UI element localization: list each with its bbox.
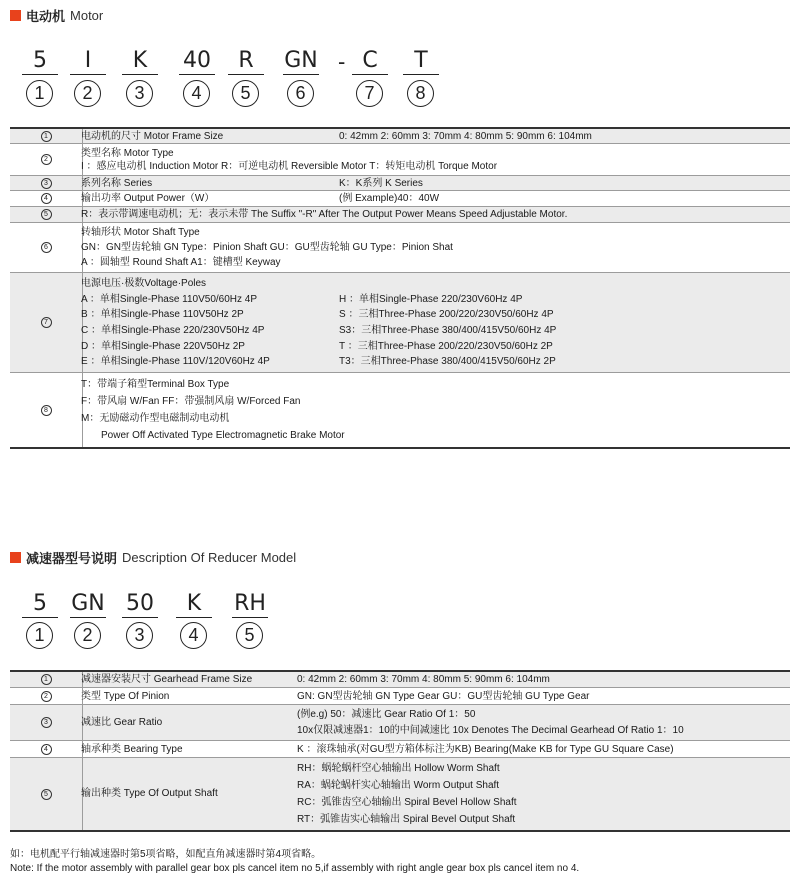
reducer-section-title: [10, 548, 296, 566]
table-row: [10, 273, 790, 373]
cell-text: T：带端子箱型Terminal Box Type: [81, 378, 230, 390]
row-number: 4: [41, 193, 52, 204]
cell-text: RC：弧锥齿空心轴输出 Spiral Bevel Hollow Shaft: [297, 796, 517, 808]
reducer-title-cn: 减速器型号说明: [26, 550, 118, 566]
row-number-cell: [10, 129, 83, 143]
position-marker: 5: [232, 80, 259, 107]
cell-text: 0: 42mm 2: 60mm 3: 70mm 4: 80mm 5: 90mm 6: 104mm: [339, 130, 592, 142]
row-number-cell: [10, 741, 83, 757]
code-segment: [350, 49, 390, 75]
code-dash: -: [338, 49, 346, 74]
cell-text: (例 Example)40：40W: [339, 193, 440, 204]
row-number: 3: [41, 717, 52, 728]
cell-text: 类型名称 Motor Type: [81, 147, 174, 159]
reducer-spec-table: [10, 670, 790, 832]
cell-text: T ：三相Three-Phase 200/220/230V50/60Hz 2P: [339, 340, 553, 352]
row-number-cell: [10, 223, 83, 272]
code-segment-text: R: [238, 48, 254, 73]
position-marker: 7: [356, 80, 383, 107]
table-row: [10, 758, 790, 830]
code-underline: [176, 617, 212, 618]
row-number: 8: [41, 405, 52, 416]
cell-text: 减速器安装尺寸 Gearhead Frame Size: [81, 674, 253, 685]
code-underline: [283, 74, 319, 75]
cell-text: 类型 Type Of Pinion: [81, 690, 170, 702]
cell-text: 输出种类 Type Of Output Shaft: [81, 788, 218, 799]
cell-text: 输出功率 Output Power（W）: [81, 193, 215, 204]
code-underline: [22, 617, 58, 618]
code-underline: [22, 74, 58, 75]
code-segment-text: GN: [71, 591, 105, 616]
cell-text: (例e.g) 50：减速比 Gear Ratio Of 1：50: [297, 709, 476, 720]
cell-text: D ：单相Single-Phase 220V50Hz 2P: [81, 340, 245, 352]
row-number: 1: [41, 674, 52, 685]
code-underline: [122, 74, 158, 75]
code-underline: [70, 74, 106, 75]
motor-section-title: [10, 6, 103, 24]
cell-text: S3：三相Three-Phase 380/400/415V50/60Hz 4P: [339, 324, 557, 336]
row-number-cell: [10, 176, 83, 190]
cell-text: RA：蜗轮蜗杆实心轴输出 Worm Output Shaft: [297, 779, 500, 791]
row-number: 3: [41, 178, 52, 189]
cell-text: 轴承种类 Bearing Type: [81, 743, 183, 755]
code-segment-text: C: [362, 48, 378, 73]
code-segment-text: 40: [183, 48, 211, 73]
code-segment-text: 5: [33, 591, 47, 616]
cell-text: RH：蜗轮蜗杆空心轴输出 Hollow Worm Shaft: [297, 762, 500, 774]
row-number: 1: [41, 131, 52, 142]
row-number-cell: [10, 273, 83, 372]
position-marker: 3: [126, 80, 153, 107]
table-row: [10, 176, 790, 191]
note-cn: 如：电机配平行轴减速器时第5项省略，如配直角减速器时第4项省略。: [10, 849, 322, 860]
code-segment: [120, 592, 160, 618]
code-segment-text: T: [414, 48, 428, 73]
position-marker: 1: [26, 80, 53, 107]
code-segment: [68, 592, 108, 618]
row-number: 2: [41, 154, 52, 165]
cell-text: 0: 42mm 2: 60mm 3: 70mm 4: 80mm 5: 90mm 6: 104mm: [297, 674, 550, 685]
position-marker: 1: [26, 622, 53, 649]
table-row: [10, 207, 790, 223]
row-number: 7: [41, 317, 52, 328]
code-segment-text: 5: [33, 48, 47, 73]
note-en: Note: If the motor assembly with parallel gear box pls cancel item no 5,if assembly with right angle gear box pls cancel item no 4.: [10, 863, 580, 874]
code-segment: [20, 49, 60, 75]
table-row: [10, 688, 790, 705]
code-segment-text: 50: [126, 591, 154, 616]
code-segment-text: K: [186, 591, 202, 616]
code-underline: [352, 74, 388, 75]
code-segment: [401, 49, 441, 75]
cell-text: 电动机的尺寸 Motor Frame Size: [81, 130, 224, 142]
cell-text: 系列名称 Series: [81, 177, 153, 189]
row-number-cell: [10, 672, 83, 687]
code-segment: [120, 49, 160, 75]
table-row: [10, 741, 790, 758]
motor-title-cn: 电动机: [26, 8, 66, 24]
cell-text: C ：单相Single-Phase 220/230V50Hz 4P: [81, 324, 265, 336]
row-number: 2: [41, 691, 52, 702]
cell-text: F：带风扇 W/Fan FF：带强制风扇 W/Forced Fan: [81, 395, 301, 407]
row-number-cell: [10, 207, 83, 222]
cell-text: Power Off Activated Type Electromagnetic Brake Motor: [101, 429, 345, 441]
cell-text: 转轴形状 Motor Shaft Type: [81, 227, 200, 239]
code-segment: [174, 592, 214, 618]
code-underline: [403, 74, 439, 75]
cell-text: B ：单相Single-Phase 110V50Hz 2P: [81, 309, 244, 321]
cell-text: 电源电压·极数Voltage·Poles: [81, 277, 207, 289]
table-row: [10, 705, 790, 741]
cell-text: A ：单相Single-Phase 110V50/60Hz 4P: [81, 293, 258, 305]
cell-text: GN：GN型齿轮轴 GN Type：Pinion Shaft GU：GU型齿轮轴 GU Type：Pinion Shat: [81, 242, 453, 253]
code-underline: [232, 617, 268, 618]
cell-text: H ：单相Single-Phase 220/230V60Hz 4P: [339, 293, 523, 305]
cell-text: GN: GN型齿轮轴 GN Type Gear GU：GU型齿轮轴 GU Type Gear: [297, 690, 590, 702]
cell-text: E ：单相Single-Phase 110V/120V60Hz 4P: [81, 356, 270, 368]
table-row: [10, 191, 790, 207]
cell-text: K：K系列 K Series: [339, 177, 423, 189]
code-segment-text: RH: [234, 591, 266, 616]
cell-text: 10x仅限减速器1：10的中间减速比 10x Denotes The Decimal Gearhead Of Ratio 1：10: [297, 725, 684, 736]
row-number-cell: [10, 705, 83, 740]
code-segment: [20, 592, 60, 618]
table-row: [10, 223, 790, 273]
position-marker: 2: [74, 80, 101, 107]
row-number-cell: [10, 373, 83, 447]
position-marker: 6: [287, 80, 314, 107]
code-segment: [177, 49, 217, 75]
row-number-cell: [10, 758, 83, 830]
code-underline: [228, 74, 264, 75]
row-number-cell: [10, 191, 83, 206]
table-row: [10, 129, 790, 144]
code-underline: [179, 74, 215, 75]
cell-text: T3：三相Three-Phase 380/400/415V50/60Hz 2P: [339, 356, 556, 368]
row-number: 5: [41, 789, 52, 800]
cell-text: K ：滚珠轴承(对GU型方箱体标注为KB) Bearing(Make KB for Type GU Square Case): [297, 743, 674, 755]
code-underline: [70, 617, 106, 618]
position-marker: 4: [180, 622, 207, 649]
position-marker: 5: [236, 622, 263, 649]
position-marker: 3: [126, 622, 153, 649]
position-marker: 2: [74, 622, 101, 649]
section-marker-icon: [10, 552, 21, 563]
code-segment-text: GN: [284, 48, 318, 73]
code-segment: [281, 49, 321, 75]
section-marker-icon: [10, 10, 21, 21]
cell-text: S ：三相Three-Phase 200/220/230V50/60Hz 4P: [339, 309, 554, 321]
position-marker: 8: [407, 80, 434, 107]
cell-text: R：表示带调速电动机；无：表示未带 The Suffix "-R" After The Output Power Means Speed Adjustable Motor.: [81, 209, 568, 220]
row-number: 5: [41, 209, 52, 220]
code-segment: [226, 49, 266, 75]
cell-text: A ：圆轴型 Round Shaft A1：键槽型 Keyway: [81, 256, 281, 268]
table-row: [10, 672, 790, 688]
row-number: 6: [41, 242, 52, 253]
table-row: [10, 144, 790, 176]
row-number-cell: [10, 688, 83, 704]
cell-text: M：无励磁动作型电磁制动电动机: [81, 412, 230, 424]
row-number: 4: [41, 744, 52, 755]
position-marker: 4: [183, 80, 210, 107]
table-row: [10, 373, 790, 447]
code-underline: [122, 617, 158, 618]
code-segment: [68, 49, 108, 75]
row-number-cell: [10, 144, 83, 175]
code-segment-text: K: [132, 48, 148, 73]
motor-spec-table: [10, 127, 790, 449]
cell-text: RT：弧锥齿实心轴输出 Spiral Bevel Output Shaft: [297, 813, 516, 825]
cell-text: 减速比 Gear Ratio: [81, 717, 163, 728]
motor-title-en: Motor: [70, 7, 104, 23]
code-segment-text: I: [84, 48, 92, 73]
cell-text: I ：感应电动机 Induction Motor R：可逆电动机 Reversible Motor T：转矩电动机 Torque Motor: [81, 160, 498, 172]
code-segment: [230, 592, 270, 618]
reducer-title-en: Description Of Reducer Model: [122, 549, 297, 565]
